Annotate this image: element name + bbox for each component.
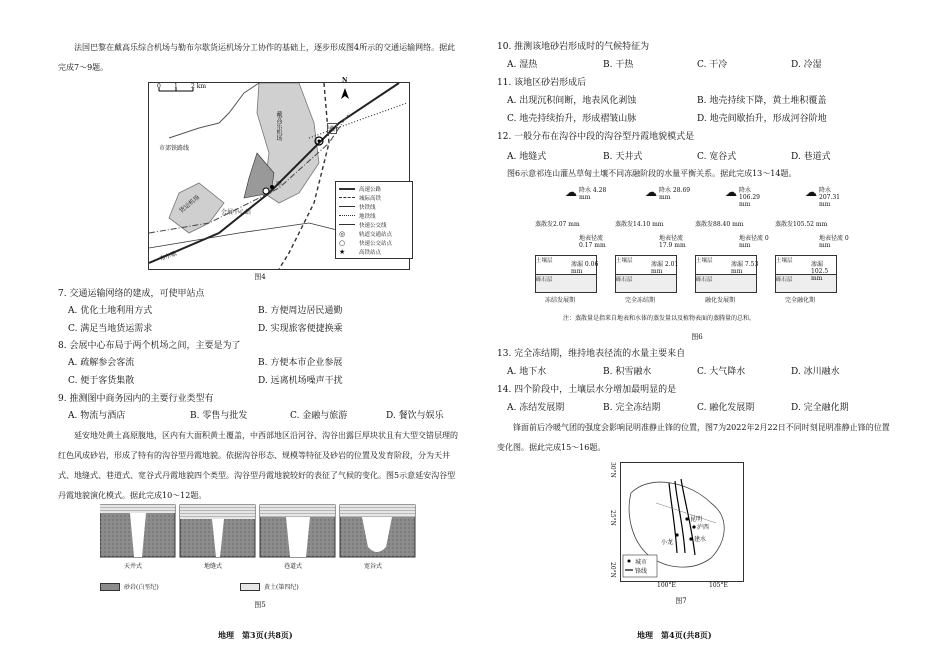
q11-option-b[interactable]: B. 地壳持续下降，黄土堆积覆盖 [697, 96, 827, 106]
legend-item: 快铁线 [359, 204, 376, 211]
q8-option-a[interactable]: A. 疏解参会客流 [68, 358, 135, 368]
label-freight: 货运机场 [178, 193, 202, 215]
soil-layer: 土壤层 [776, 256, 836, 275]
q7-option-b[interactable]: B. 方便周边居民通勤 [258, 306, 343, 316]
stage-1 [535, 185, 613, 305]
legend-item: 地铁线 [359, 213, 376, 220]
q11-stem: 11. 该地区砂岩形成后 [497, 78, 587, 88]
q8-options [68, 356, 462, 386]
loess-swatch [240, 583, 260, 591]
q12-stem: 12. 一般分布在沟谷中段的沟谷型丹霞地貌模式是 [497, 132, 695, 142]
left-footer: 地理 第3页(共8页) [218, 630, 293, 640]
q11-option-d[interactable]: D. 地壳间歇抬升，形成河谷阶地 [697, 114, 827, 124]
q14-option-d[interactable]: D. 完全融化期 [791, 403, 849, 413]
panel-label-4: 宽谷式 [364, 563, 383, 570]
legend-city: 城市 [635, 559, 648, 566]
figure-4-legend: 高速公路 城际高铁 快铁线 地铁线 快速公交线 ◎ 轨道交通站点 ○ 快速公交站点 ★ 高铁站点 [335, 181, 413, 259]
stage-4 [775, 185, 853, 305]
intro-10-12: 延安地处黄土高原腹地，区内有大面积黄土覆盖，中西部地区沿河谷、沟谷出露巨厚块状且有大型交错层理的红色风成砂岩，形成了特有的沟谷型丹霞地貌。依据沟谷形态、规模等特征及砂岩的位置及发育阶段，分为天井式、地缝式、巷道式、宽谷式丹霞地貌四个类型。沟谷型丹霞地貌较好的表征了气候的变化。图5示意延安沟谷型丹霞地貌演化模式。据此完成10～12题。 [58, 431, 458, 500]
stage-2-seep: 渗漏 2.01 mm [651, 261, 679, 275]
figure-6-note: 注：蒸散量是指来自地表和水体的蒸发量以及植物表面的蒸腾量的总和。 [563, 315, 756, 322]
stage-3-rain: 降水 106.29 mm [739, 187, 760, 208]
q12-options [507, 150, 897, 164]
q11-option-a[interactable]: A. 出现沉积间断，地表风化剥蚀 [507, 96, 637, 106]
q14-stem: 14. 四个阶段中，土壤层水分增加最明显的是 [497, 385, 677, 395]
stage-2-runoff: 地表径流 17.9 mm [659, 235, 686, 249]
q8-option-c[interactable]: C. 便于客货集散 [68, 376, 135, 386]
scale-2: 2 km [191, 83, 207, 90]
q8-stem: 8. 会展中心布局于两个机场之间，主要是为了 [58, 341, 241, 351]
q7-option-a[interactable]: A. 优化土地利用方式 [68, 306, 153, 316]
q9-option-a[interactable]: A. 物流与酒店 [68, 411, 126, 421]
intro-15-16: 锋面前后冷暖气团的强度会影响昆明准静止锋的位置，图7为2022年2月22日不同时刻昆明准静止锋的位置变化图。据此完成15～16题。 [497, 423, 890, 452]
lon-105: 105°E [709, 582, 728, 589]
q12-option-b[interactable]: B. 天井式 [603, 152, 643, 162]
legend-loess: 黄土(第四纪) [264, 584, 299, 591]
gravel-layer: 砾石层 [536, 275, 596, 292]
right-page [497, 0, 897, 655]
q13-option-c[interactable]: C. 大气降水 [697, 367, 746, 377]
label-airport: 戴高乐机场 [275, 111, 282, 141]
q12-option-c[interactable]: C. 宽谷式 [697, 152, 737, 162]
q11-options [507, 94, 897, 124]
q12-option-a[interactable]: A. 地缝式 [507, 152, 547, 162]
legend-item: 高速公路 [359, 186, 382, 193]
legend-item: 城际高铁 [359, 195, 382, 202]
q7-stem: 7. 交通运输网络的建成，可使甲站点 [58, 289, 205, 299]
legend-front: 锋线 [635, 568, 648, 575]
gravel-layer: 砾石层 [776, 275, 836, 292]
city-luxi: 泸西 [697, 524, 710, 531]
panel-label-3: 巷道式 [284, 563, 303, 570]
q13-stem: 13. 完全冻结期，维持地表径流的水量主要来自 [497, 349, 686, 359]
north-label: N [342, 77, 348, 84]
stage-3-name: 融化发展期 [705, 297, 736, 304]
q9-option-d[interactable]: D. 餐饮与娱乐 [386, 411, 444, 421]
cloud-icon: ☁ [805, 185, 817, 199]
stage-1-runoff: 地表径流 0.17 mm [579, 235, 606, 249]
stage-1-seep: 渗漏 0.06 mm [571, 261, 599, 275]
figure-5-legend [100, 581, 420, 593]
stage-4-name: 完全融化期 [785, 297, 816, 304]
stage-2-rain: 降水 28.69 mm [659, 187, 691, 201]
legend-sandstone: 砂岩(白垩纪) [124, 584, 159, 591]
q14-options [507, 401, 897, 415]
label-dai-station: 戴 [327, 123, 337, 134]
stage-1-name: 冻结发展期 [545, 297, 576, 304]
q10-option-d[interactable]: D. 冷湿 [791, 60, 822, 70]
left-page [58, 0, 466, 655]
q10-stem: 10. 推测该地砂岩形成时的气候特征为 [497, 42, 650, 52]
panel-label-1: 天井式 [124, 563, 143, 570]
stage-2 [615, 185, 693, 305]
q13-option-d[interactable]: D. 冰川融水 [791, 367, 840, 377]
stage-1-rain: 降水 4.28 mm [579, 187, 607, 201]
city-jianshui: 建水 [694, 536, 707, 543]
cloud-icon: ☁ [645, 185, 657, 199]
lon-100: 100°E [657, 582, 676, 589]
q10-option-a[interactable]: A. 湿热 [507, 60, 538, 70]
gravel-layer: 砾石层 [696, 275, 756, 292]
stage-2-name: 完全冻结期 [625, 297, 656, 304]
legend-item: 快速公交线 [359, 222, 387, 229]
q12-option-d[interactable]: D. 巷道式 [791, 152, 831, 162]
stage-3-evap: 蒸散发88.40 mm [695, 221, 744, 228]
q13-options [507, 365, 897, 379]
stage-4-runoff: 地表径流 0 mm [819, 235, 849, 249]
scale-1: 1 [174, 83, 178, 90]
lat-25: 25°N [609, 510, 616, 526]
stage-4-evap: 蒸散发105.52 mm [775, 221, 828, 228]
stage-3 [695, 185, 773, 305]
q7-option-c[interactable]: C. 满足当地货运需求 [68, 324, 153, 334]
label-jia: 甲 [276, 181, 283, 188]
q14-option-a[interactable]: A. 冻结发展期 [507, 403, 565, 413]
q11-option-c[interactable]: C. 地壳持续抬升，形成褶皱山脉 [507, 114, 637, 124]
figure-6-caption: 图6 [691, 333, 703, 341]
figure-7-caption: 图7 [675, 597, 687, 605]
q13-option-b[interactable]: B. 积雪融水 [603, 367, 652, 377]
sandstone-swatch [100, 583, 120, 591]
legend-item: 轨道交通站点 [359, 231, 393, 238]
city-kunming: 昆明 [690, 516, 703, 523]
q9-stem: 9. 推测图中商务园内的主要行业类型有 [58, 394, 214, 404]
stage-4-rain: 降水 207.31 mm [819, 187, 840, 208]
q14-option-b[interactable]: B. 完全冻结期 [603, 403, 661, 413]
stage-1-evap: 蒸散发2.07 mm [535, 221, 580, 228]
q10-option-c[interactable]: C. 干冷 [697, 60, 728, 70]
label-bulaxie: 布尔歇 [158, 250, 179, 263]
q9-option-c[interactable]: C. 金融与旅游 [290, 411, 348, 421]
soil-layer: 土壤层 [696, 256, 756, 275]
cloud-icon: ☁ [725, 185, 737, 199]
stage-4-seep: 渗漏 102.5 mm [811, 261, 829, 282]
panel-label-2: 地缝式 [204, 563, 223, 570]
stage-3-runoff: 地表径流 0 mm [739, 235, 769, 249]
figure-4-caption: 图4 [254, 273, 266, 281]
q10-option-b[interactable]: B. 干热 [603, 60, 634, 70]
scale-0: 0 [157, 83, 161, 90]
city-xiaolong: 小龙 [661, 539, 674, 546]
legend-item: 快速公交站点 [359, 240, 393, 247]
intro-13-14: 图6示意祁连山灌丛草甸土壤不同冻融阶段的水量平衡关系。据此完成13～14题。 [507, 169, 797, 178]
cloud-icon: ☁ [565, 185, 577, 199]
gravel-layer: 砾石层 [616, 275, 676, 292]
intro-7-9: 法国巴黎在戴高乐综合机场与勒布尔歇货运机场分工协作的基础上，逐步形成图4所示的交通运输网络。据此完成7～9题。 [58, 43, 456, 72]
label-chengjiao: 市郊铁路线 [159, 145, 190, 152]
label-center: 会展中心站 [221, 209, 252, 216]
q8-option-b[interactable]: B. 方便本市企业参展 [258, 358, 343, 368]
stage-3-seep: 渗漏 7.53 mm [731, 261, 759, 275]
q8-option-d[interactable]: D. 远离机场噪声干扰 [258, 376, 343, 386]
figure-7 [620, 462, 744, 582]
legend-item: 高铁站点 [359, 249, 382, 256]
right-footer: 地理 第4页(共8页) [637, 630, 712, 640]
lat-30: 30°N [609, 462, 616, 478]
soil-layer: 土壤层 [616, 256, 676, 275]
q13-option-a[interactable]: A. 地下水 [507, 367, 547, 377]
figure-5-caption: 图5 [254, 601, 266, 609]
q10-options [507, 58, 897, 72]
figure-5 [100, 503, 420, 578]
q7-options [68, 304, 462, 334]
stage-2-evap: 蒸散发14.10 mm [615, 221, 664, 228]
soil-layer: 土壤层 [536, 256, 596, 275]
figure-4 [148, 77, 410, 270]
q7-option-d[interactable]: D. 实现旅客便捷换乘 [258, 324, 343, 334]
q9-options [68, 409, 462, 423]
lat-20: 20°N [609, 562, 616, 578]
q9-option-b[interactable]: B. 零售与批发 [190, 411, 248, 421]
q14-option-c[interactable]: C. 融化发展期 [697, 403, 755, 413]
